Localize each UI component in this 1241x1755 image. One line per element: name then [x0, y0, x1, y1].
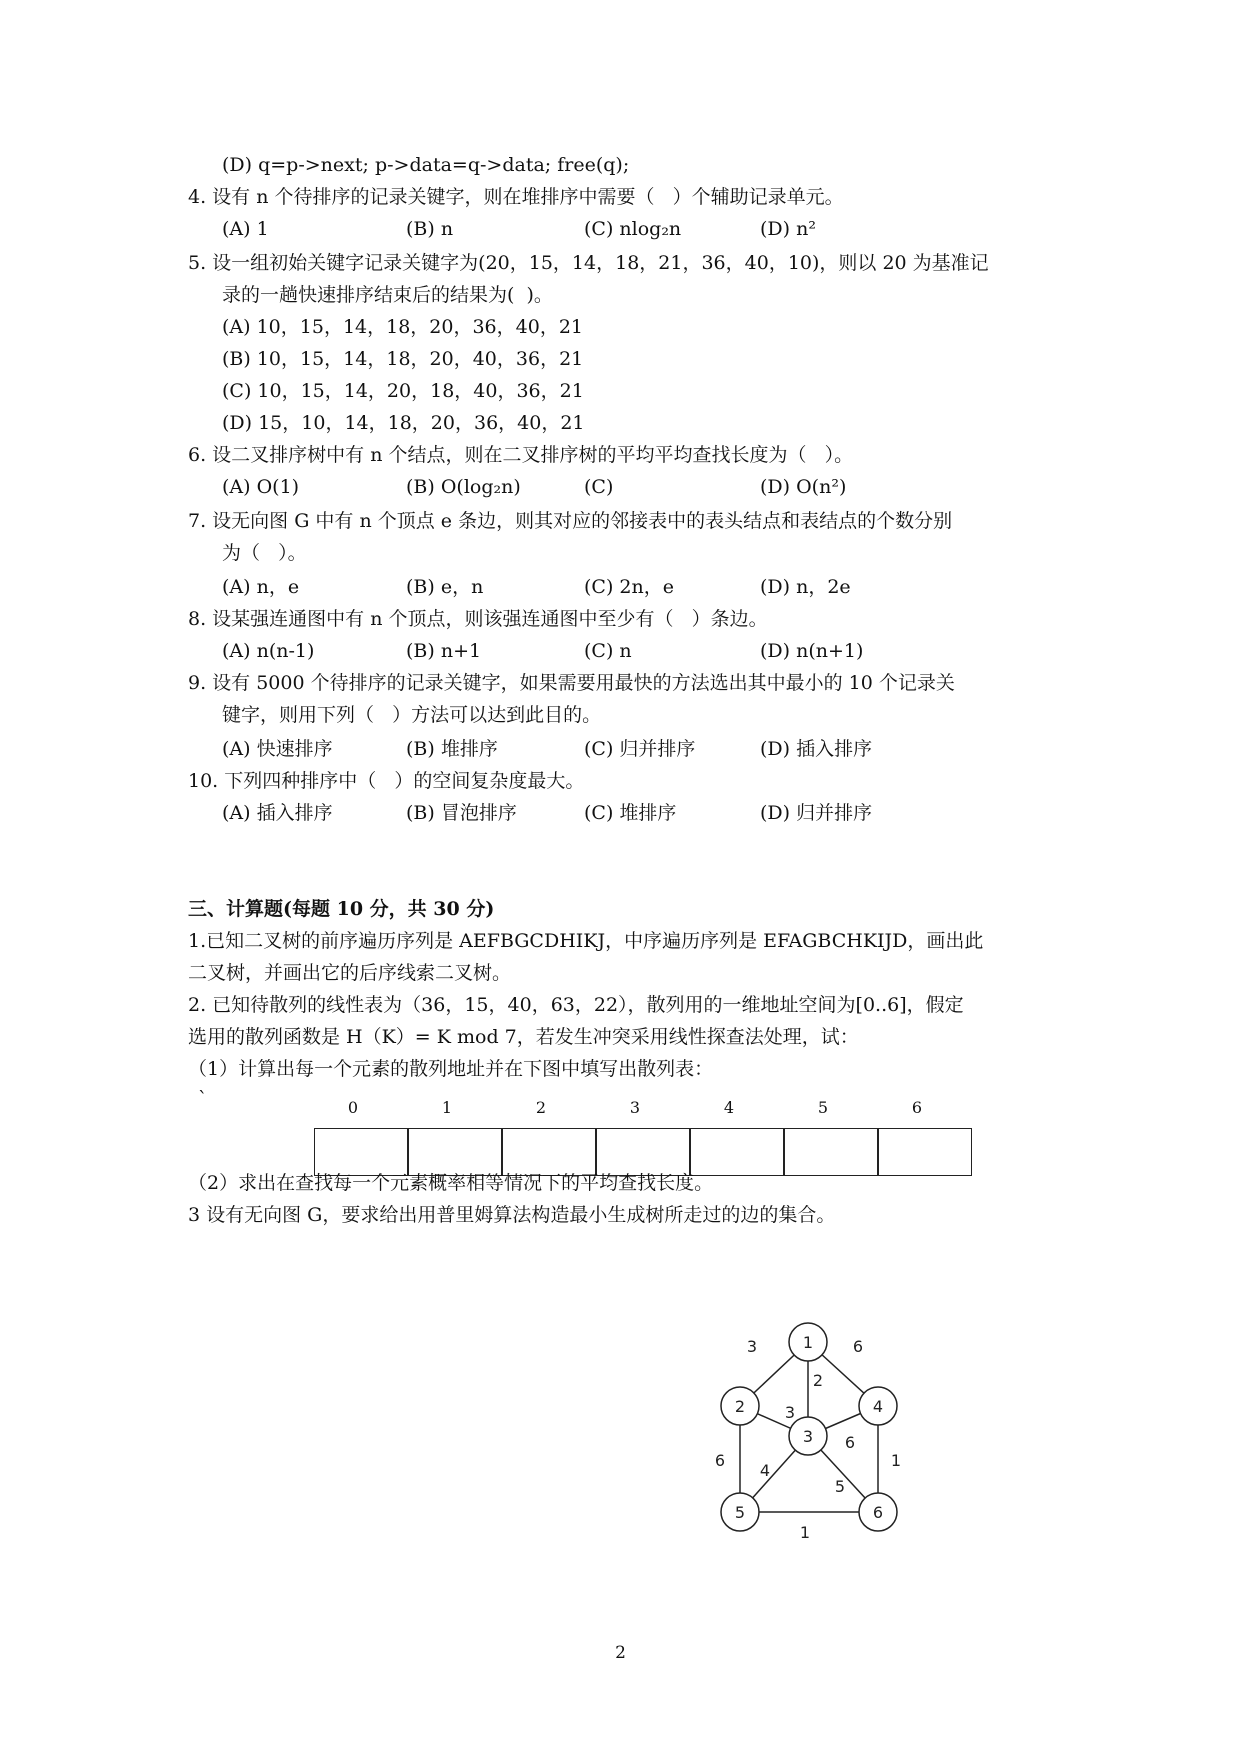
q5-option-c: (C) 10，15，14，20，18，40，36，21 [222, 380, 584, 402]
graph-edge-weight-1-3: 2 [812, 1371, 824, 1390]
q4-option-a: (A) 1 [222, 218, 269, 240]
graph-node-label-4: 4 [872, 1397, 884, 1416]
s3-q2-line3: （1）计算出每一个元素的散列地址并在下图中填写出散列表： [188, 1058, 714, 1080]
hash-table-index-1: 1 [441, 1098, 453, 1117]
q6-option-b: (B) O(log₂n) [406, 476, 521, 498]
graph-edge-weight-2-5: 6 [714, 1451, 726, 1470]
s3-q3: 3 设有无向图 G，要求给出用普里姆算法构造最小生成树所走过的边的集合。 [188, 1204, 836, 1226]
q4-option-b: (B) n [406, 218, 454, 240]
graph-edge-weight-3-5: 4 [759, 1461, 771, 1480]
graph-edge-weight-4-6: 1 [890, 1451, 902, 1470]
s3-q1-line2: 二叉树，并画出它的后序线索二叉树。 [188, 962, 512, 984]
q4-option-c: (C) nlog₂n [584, 218, 682, 240]
graph-edge-weight-3-6: 5 [834, 1477, 846, 1496]
graph-edge-weight-5-6: 1 [799, 1523, 811, 1542]
hash-table-index-6: 6 [911, 1098, 923, 1117]
hash-cell-2 [502, 1128, 596, 1176]
q9-option-c: (C) 归并排序 [584, 738, 696, 760]
hash-cell-4 [690, 1128, 784, 1176]
q5-stem-line1: 5. 设一组初始关键字记录关键字为(20，15，14，18，21，36，40，10)，则以 20 为基准记 [188, 252, 989, 274]
hash-table-index-2: 2 [535, 1098, 547, 1117]
graph-node-label-2: 2 [734, 1397, 746, 1416]
q9-option-d: (D) 插入排序 [760, 738, 873, 760]
graph-node-label-5: 5 [734, 1503, 746, 1522]
q10-option-d: (D) 归并排序 [760, 802, 873, 824]
hash-table-index-5: 5 [817, 1098, 829, 1117]
s3-q1-line1: 1.已知二叉树的前序遍历序列是 AEFBGCDHIKJ，中序遍历序列是 EFAGBCHKIJD，画出此 [188, 930, 984, 952]
q6-option-d: (D) O(n²) [760, 476, 847, 498]
q8-option-c: (C) n [584, 640, 632, 662]
q6-stem: 6. 设二叉排序树中有 n 个结点，则在二叉排序树的平均平均查找长度为（ ）。 [188, 444, 854, 466]
s3-q2-line4: （2）求出在查找每一个元素概率相等情况下的平均查找长度。 [188, 1172, 714, 1194]
q10-option-c: (C) 堆排序 [584, 802, 677, 824]
q7-stem-line2: 为（ ）。 [222, 542, 307, 564]
q4-stem: 4. 设有 n 个待排序的记录关键字，则在堆排序中需要（ ）个辅助记录单元。 [188, 186, 844, 208]
graph-edge-weight-1-2: 3 [746, 1337, 758, 1356]
hash-cell-6 [878, 1128, 972, 1176]
q9-stem-line1: 9. 设有 5000 个待排序的记录关键字，如果需要用最快的方法选出其中最小的 10 个记录关 [188, 672, 955, 694]
hash-cell-5 [784, 1128, 878, 1176]
q8-option-b: (B) n+1 [406, 640, 482, 662]
section3-heading: 三、计算题(每题 10 分，共 30 分) [188, 898, 495, 920]
q6-option-a: (A) O(1) [222, 476, 300, 498]
q8-stem: 8. 设某强连通图中有 n 个顶点，则该强连通图中至少有（ ）条边。 [188, 608, 768, 630]
q7-option-c: (C) 2n，e [584, 576, 674, 598]
q9-option-a: (A) 快速排序 [222, 738, 333, 760]
q7-option-d: (D) n，2e [760, 576, 851, 598]
q5-option-d: (D) 15，10，14，18，20，36，40，21 [222, 412, 585, 434]
q9-stem-line2: 键字，则用下列（ ）方法可以达到此目的。 [222, 704, 602, 726]
q5-option-a: (A) 10，15，14，18，20，36，40，21 [222, 316, 584, 338]
q9-option-b: (B) 堆排序 [406, 738, 498, 760]
q8-option-a: (A) n(n-1) [222, 640, 315, 662]
hash-cell-3 [596, 1128, 690, 1176]
s3-q2-line2: 选用的散列函数是 H（K）= K mod 7，若发生冲突采用线性探查法处理，试： [188, 1026, 859, 1048]
q7-stem-line1: 7. 设无向图 G 中有 n 个顶点 e 条边，则其对应的邻接表中的表头结点和表结点的个数分别 [188, 510, 953, 532]
graph-node-label-3: 3 [802, 1427, 814, 1446]
graph-edge-weight-2-3: 3 [784, 1403, 796, 1422]
graph-edge-weight-3-4: 6 [844, 1433, 856, 1452]
stray-mark: ` [198, 1088, 208, 1110]
graph-node-label-1: 1 [802, 1333, 814, 1352]
hash-cell-0 [314, 1128, 408, 1176]
q7-option-a: (A) n，e [222, 576, 300, 598]
q5-stem-line2: 录的一趟快速排序结束后的结果为( )。 [222, 284, 553, 306]
q4-option-d: (D) n² [760, 218, 816, 240]
q3-option-d: (D) q=p->next; p->data=q->data; free(q); [222, 154, 630, 176]
hash-table-index-4: 4 [723, 1098, 735, 1117]
page-number: 2 [615, 1643, 626, 1663]
q5-option-b: (B) 10，15，14，18，20，40，36，21 [222, 348, 584, 370]
q10-stem: 10. 下列四种排序中（ ）的空间复杂度最大。 [188, 770, 585, 792]
s3-q2-line1: 2. 已知待散列的线性表为（36，15，40，63，22），散列用的一维地址空间为[0..6]，假定 [188, 994, 964, 1016]
graph-node-label-6: 6 [872, 1503, 884, 1522]
q8-option-d: (D) n(n+1) [760, 640, 864, 662]
hash-cell-1 [408, 1128, 502, 1176]
undirected-graph [700, 1320, 920, 1550]
graph-edge-weight-1-4: 6 [852, 1337, 864, 1356]
q10-option-b: (B) 冒泡排序 [406, 802, 517, 824]
hash-table-index-3: 3 [629, 1098, 641, 1117]
q10-option-a: (A) 插入排序 [222, 802, 333, 824]
q6-option-c: (C) [584, 476, 614, 498]
q7-option-b: (B) e，n [406, 576, 484, 598]
hash-table-index-0: 0 [347, 1098, 359, 1117]
